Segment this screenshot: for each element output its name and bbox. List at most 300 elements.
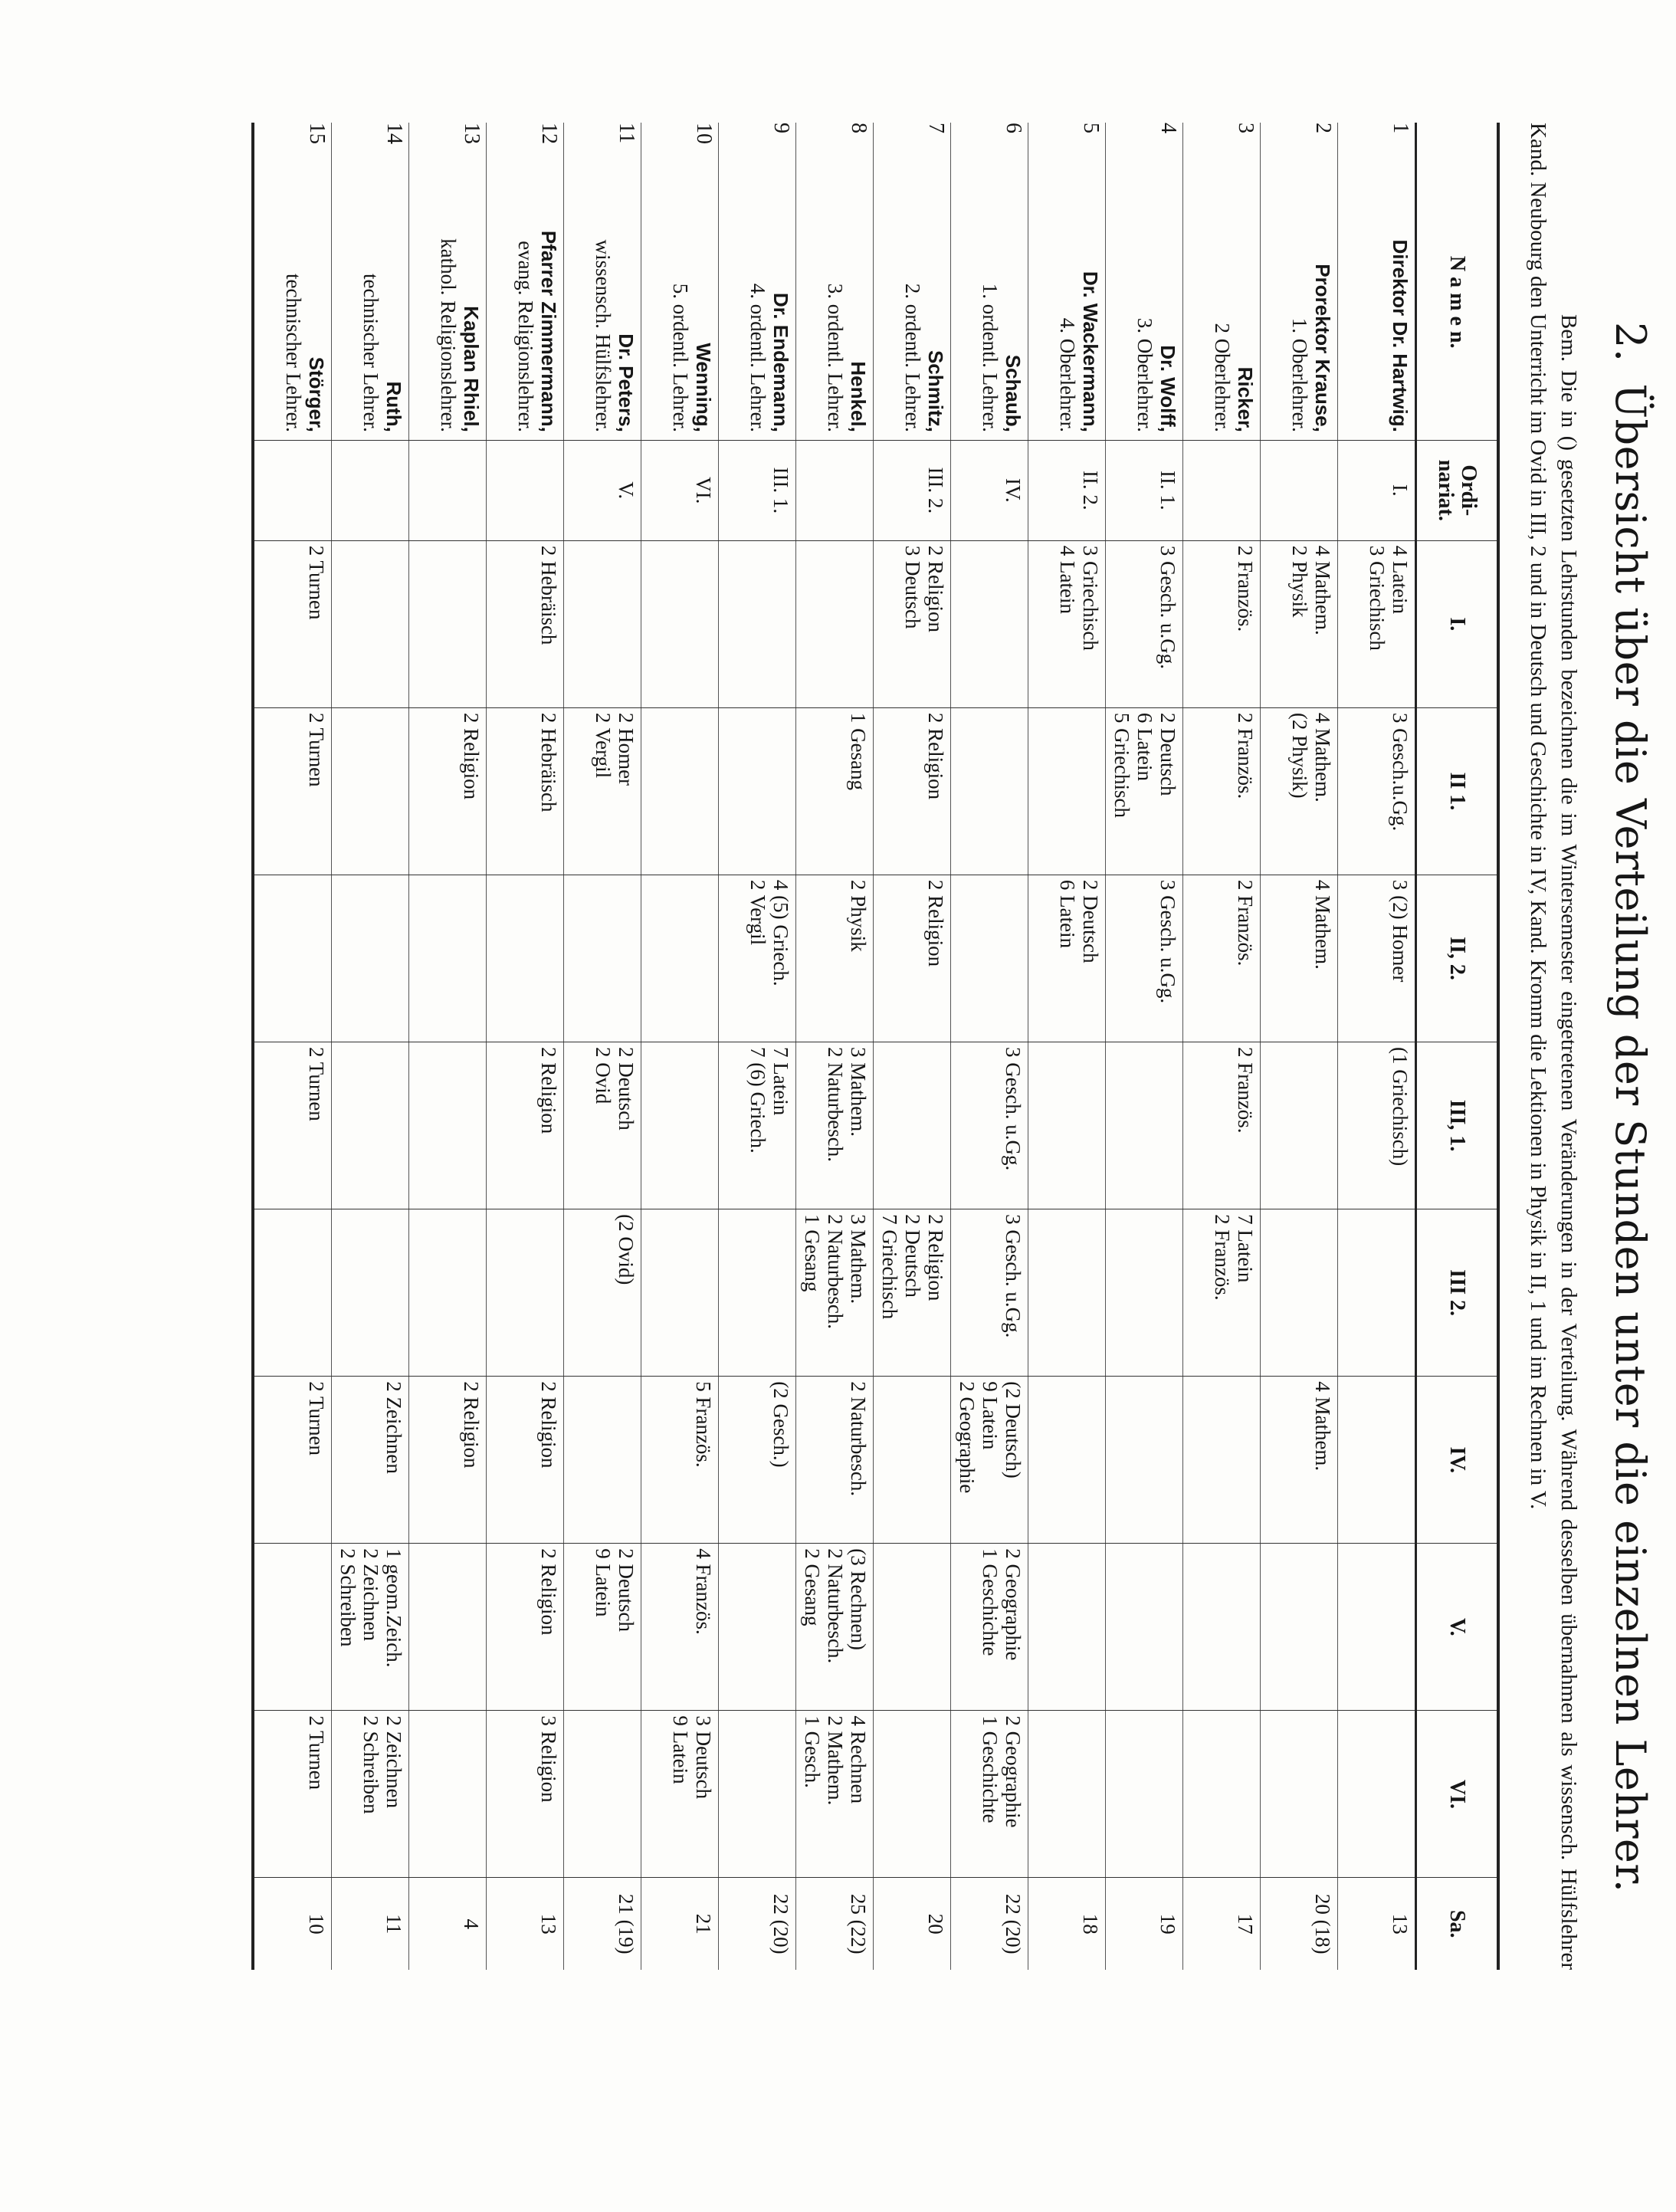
lesson-cell [641,1042,719,1209]
lesson-entry: 2 Gesang [801,1548,824,1626]
lesson-entry: 4 (5) Griech. [769,879,792,986]
lesson-cell [874,1711,951,1878]
lesson-entry: 2 Hebräisch [537,712,560,812]
lesson-cell [1028,1711,1106,1878]
teacher-name: Schmitz, [924,350,947,432]
column-header: Ordi-nariat. [1416,440,1499,540]
lesson-entry: 2 Religion [537,1047,560,1134]
remark-lead: Bem. [1556,314,1581,363]
teacher-name-cell [487,165,564,441]
table-row [564,123,641,1970]
lesson-entry: 4 Mathem. [1311,1381,1334,1472]
teacher-name: Direktor Dr. Hartwig. [1389,239,1412,432]
lesson-cell [253,1209,332,1377]
total-hours-cell: 20 [874,1878,951,1970]
lesson-entry: 3 (2) Homer [1389,879,1412,983]
lesson-entry: 4 Rechnen [847,1715,870,1804]
teacher-role: technischer Lehrer. [282,273,305,432]
lesson-cell [1183,1209,1261,1377]
lesson-cell [1338,1544,1416,1711]
lesson-entry: 2 Deutsch [901,1214,924,1298]
lesson-cell [1106,707,1183,875]
remark-text: Die in () gesetzten Lehrstunden bezeichnen die im Wintersemester eingetretenen Veränderungen in der Verteilung. Während desselben übernahmen als wissensch. Hülfslehrer Kand. Neubourg den Unterricht im Ovid in III, 2 und in Deutsch und Geschichte in IV, Kand. Kromm die Lektionen in Physik in II, 1 und im Rechnen in V. [1526,123,1581,1970]
column-header: II 1. [1416,707,1499,875]
total-hours-cell: 13 [1338,1878,1416,1970]
ordinariat-cell: III. 1. [719,440,796,540]
lesson-cell [1028,707,1106,875]
lesson-entry: 2 Turnen [305,1381,328,1456]
lesson-cell [1028,875,1106,1042]
lesson-entry: 2 Ovid [592,1047,615,1104]
lesson-entry: 1 Gesang [801,1214,824,1292]
lesson-entry: 9 Latein [592,1548,615,1617]
lesson-cell [1183,1042,1261,1209]
teacher-name: Dr. Wackermann, [1079,271,1102,432]
lesson-cell [1338,1209,1416,1377]
lesson-cell [487,540,564,707]
lesson-cell [1261,875,1338,1042]
teacher-role: kathol. Religionslehrer. [437,238,460,432]
ordinariat-cell: I. [1338,440,1416,540]
lesson-entry: 2 Schreiben [336,1548,359,1647]
lesson-entry: 2 Naturbesch. [847,1381,870,1497]
lesson-entry: 3 Gesch. u.Gg. [1002,1047,1025,1171]
table-row [253,123,332,1970]
lesson-cell [564,1544,641,1711]
row-number: 11 [615,123,638,143]
lesson-cell [332,1711,409,1878]
lesson-entry: 3 Gesch. u.Gg. [1156,545,1179,669]
lesson-cell [1183,540,1261,707]
teacher-name: Schaub, [1002,354,1025,432]
ordinariat-cell [487,440,564,540]
lesson-cell [796,875,874,1042]
lesson-entry: 2 Religion [924,879,947,967]
lesson-cell [487,1209,564,1377]
teacher-name-cell [1028,165,1106,441]
column-header: IV. [1416,1377,1499,1544]
lesson-cell [641,707,719,875]
lesson-cell [874,1042,951,1209]
lesson-cell [641,1544,719,1711]
lesson-cell [1261,1042,1338,1209]
row-number: 5 [1079,123,1103,133]
lesson-entry: (2 Physik) [1288,712,1311,799]
lesson-cell [1106,1711,1183,1878]
lesson-cell [1261,707,1338,875]
table-row [951,123,1028,1970]
lesson-entry: 2 Deutsch [1079,879,1102,963]
table-row [719,123,796,1970]
lesson-cell [332,875,409,1042]
lesson-entry: 3 Griechisch [1366,545,1389,651]
lesson-cell [951,540,1028,707]
lesson-entry: 2 Französ. [1234,879,1257,967]
row-number: 13 [460,123,484,144]
lesson-cell [641,875,719,1042]
lesson-entry: 2 Vergil [746,879,769,946]
lesson-cell [332,1209,409,1377]
table-row [409,123,487,1970]
column-header: N a m e n. [1416,165,1499,441]
lesson-cell [1106,1042,1183,1209]
lesson-cell [719,1711,796,1878]
lesson-cell [332,1377,409,1544]
lesson-entry: 3 Gesch. u.Gg. [1002,1214,1025,1338]
lesson-entry: 2 Deutsch [1156,712,1179,796]
column-header: Sa. [1416,1878,1499,1970]
lesson-entry: 7 Latein [1234,1214,1257,1283]
lesson-cell [253,875,332,1042]
ordinariat-cell [1183,440,1261,540]
lesson-entry: (1 Griechisch) [1389,1047,1412,1167]
total-hours-cell: 11 [332,1878,409,1970]
lesson-entry: 3 Griechisch [1079,545,1102,651]
teacher-name: Ruth, [382,381,405,432]
column-header: II, 2. [1416,875,1499,1042]
lesson-entry: 2 Religion [924,712,947,800]
lesson-cell [564,1209,641,1377]
teacher-name: Störger, [305,356,328,432]
lesson-cell [1028,1377,1106,1544]
teacher-role: 3. ordentl. Lehrer. [824,283,847,432]
teacher-name: Henkel, [847,361,870,432]
lesson-cell [253,540,332,707]
lesson-entry: 5 Französ. [692,1381,715,1468]
lesson-cell [564,1042,641,1209]
teacher-role: 1. Oberlehrer. [1288,317,1311,432]
lesson-cell [1338,707,1416,875]
lesson-cell [409,875,487,1042]
total-hours-cell: 20 (18) [1261,1878,1338,1970]
teacher-name-cell [564,165,641,441]
lesson-entry: 7 Griechisch [878,1214,901,1320]
ordinariat-cell: VI. [641,440,719,540]
lesson-cell [409,1544,487,1711]
lesson-entry: 2 Turnen [305,712,328,787]
lesson-entry: 2 Französ. [1211,1214,1234,1301]
column-header: III, 1. [1416,1042,1499,1209]
lesson-cell [564,540,641,707]
lesson-cell [641,1209,719,1377]
teacher-role: evang. Religionslehrer. [514,241,537,432]
lesson-entry: 4 Mathem. [1311,879,1334,970]
ordinariat-cell [332,440,409,540]
lesson-cell [1338,1711,1416,1878]
teacher-role: 4. Oberlehrer. [1056,317,1079,432]
table-body [253,123,1416,1970]
lesson-entry: 2 Geographie [956,1381,979,1494]
table-row [1106,123,1183,1970]
lesson-entry: 3 Gesch. u.Gg. [1156,879,1179,1004]
total-hours-cell: 10 [253,1878,332,1970]
lesson-entry: 3 Deutsch [692,1715,715,1800]
lesson-cell [719,1042,796,1209]
lesson-cell [796,1209,874,1377]
lesson-cell [1338,540,1416,707]
lesson-cell [641,1711,719,1878]
header-row [1416,123,1499,1970]
lesson-cell [253,1544,332,1711]
teacher-name: Dr. Endemann, [769,292,792,432]
lesson-cell [719,1209,796,1377]
ordinariat-cell [253,440,332,540]
lesson-cell [332,707,409,875]
row-number: 6 [1002,123,1025,133]
lesson-cell [719,1377,796,1544]
teacher-name-cell [253,165,332,441]
lesson-entry: 9 Latein [669,1715,692,1784]
lesson-cell [409,707,487,875]
lesson-entry: (3 Rechnen) [847,1548,870,1650]
lesson-cell [1028,1042,1106,1209]
teacher-role: technischer Lehrer. [359,273,382,432]
lesson-entry: (2 Deutsch) [1002,1381,1025,1478]
teacher-role: 5. ordentl. Lehrer. [669,283,692,432]
lesson-entry: 1 Geschichte [979,1715,1002,1823]
lesson-cell [1106,1209,1183,1377]
table-row [332,123,409,1970]
teacher-role: 3. Oberlehrer. [1133,317,1156,432]
teacher-name-cell [1338,165,1416,441]
teacher-name-cell [796,165,874,441]
teacher-name-cell [641,165,719,441]
teacher-name-cell [1106,165,1183,441]
total-hours-cell: 25 (22) [796,1878,874,1970]
lesson-entry: 2 Zeichnen [382,1715,405,1809]
teacher-name: Kaplan Rhiel, [460,306,483,432]
lesson-cell [796,1544,874,1711]
lesson-cell [1106,875,1183,1042]
row-number: 8 [847,123,871,133]
lesson-cell [409,540,487,707]
lesson-cell [951,1711,1028,1878]
teacher-role: 2 Oberlehrer. [1211,323,1234,432]
lesson-entry: 9 Latein [979,1381,1002,1450]
lesson-cell [1028,1209,1106,1377]
column-header: III 2. [1416,1209,1499,1377]
total-hours-cell: 18 [1028,1878,1106,1970]
teacher-hours-table [251,123,1500,1970]
lesson-cell [641,1377,719,1544]
table-row [641,123,719,1970]
lesson-cell [874,540,951,707]
remark-paragraph [1523,123,1584,1970]
ordinariat-cell: II. 1. [1106,440,1183,540]
table-row [1028,123,1106,1970]
lesson-cell [409,1377,487,1544]
lesson-entry: 2 Geographie [1002,1548,1025,1661]
lesson-cell [951,707,1028,875]
lesson-entry: 2 Turnen [305,545,328,620]
lesson-cell [1338,875,1416,1042]
lesson-cell [487,875,564,1042]
total-hours-cell: 21 (19) [564,1878,641,1970]
title-number: 2. [1606,322,1655,363]
lesson-cell [719,1544,796,1711]
lesson-entry: 2 Naturbesch. [824,1548,847,1664]
row-number: 4 [1156,123,1180,133]
lesson-entry: 6 Latein [1056,879,1079,949]
total-hours-cell: 4 [409,1878,487,1970]
teacher-name-cell [1183,165,1261,441]
lesson-cell [1261,1209,1338,1377]
lesson-cell [1338,1042,1416,1209]
table-row [1338,123,1416,1970]
lesson-entry: 4 Mathem. [1311,545,1334,635]
lesson-cell [409,1209,487,1377]
column-header [1416,123,1499,165]
lesson-cell [1106,1377,1183,1544]
lesson-entry: 6 Latein [1133,712,1156,782]
lesson-cell [564,875,641,1042]
table-row [1261,123,1338,1970]
lesson-cell [332,540,409,707]
lesson-cell [253,1042,332,1209]
lesson-cell [253,1711,332,1878]
row-number: 7 [924,123,948,133]
lesson-cell [874,875,951,1042]
lesson-entry: 2 Religion [924,1214,947,1301]
lesson-cell [253,707,332,875]
page-title [1606,322,1655,2085]
lesson-cell [409,1711,487,1878]
teacher-name-cell [409,165,487,441]
row-number: 10 [692,123,716,144]
lesson-entry: 2 Religion [460,1381,483,1469]
teacher-name: Pfarrer Zimmermann, [537,230,560,432]
lesson-entry: 7 (6) Griech. [746,1047,769,1154]
lesson-entry: 3 Gesch.u.Gg. [1389,712,1412,832]
lesson-entry: 2 Vergil [592,712,615,779]
lesson-cell [719,540,796,707]
ordinariat-cell: V. [564,440,641,540]
total-hours-cell: 22 (20) [951,1878,1028,1970]
lesson-entry: 4 Mathem. [1311,712,1334,802]
total-hours-cell: 13 [487,1878,564,1970]
lesson-entry: 2 Zeichnen [359,1548,382,1641]
teacher-name: Dr. Peters, [615,333,638,432]
total-hours-cell: 21 [641,1878,719,1970]
lesson-cell [951,875,1028,1042]
lesson-entry: 2 Homer [615,712,638,786]
lesson-cell [1183,707,1261,875]
column-header: V. [1416,1544,1499,1711]
row-number: 1 [1389,123,1412,133]
lesson-entry: 2 Französ. [1234,1047,1257,1134]
lesson-entry: 2 Hebräisch [537,545,560,645]
total-hours-cell: 17 [1183,1878,1261,1970]
column-header: VI. [1416,1711,1499,1878]
lesson-entry: 2 Mathem. [824,1715,847,1806]
lesson-entry: 3 Mathem. [847,1047,870,1137]
lesson-entry: 2 Zeichnen [382,1381,405,1474]
lesson-entry: 4 Latein [1056,545,1079,614]
lesson-cell [719,875,796,1042]
ordinariat-cell: II. 2. [1028,440,1106,540]
title-text: Übersicht über die Verteilung der Stunden unter die einzelnen Lehrer. [1606,383,1655,1893]
teacher-name-cell [951,165,1028,441]
total-hours-cell: 19 [1106,1878,1183,1970]
lesson-entry: 2 Naturbesch. [824,1047,847,1162]
lesson-cell [564,1711,641,1878]
teacher-name-cell [332,165,409,441]
lesson-cell [1261,1544,1338,1711]
lesson-entry: 1 Gesang [847,712,870,791]
lesson-cell [951,1042,1028,1209]
lesson-cell [796,1711,874,1878]
lesson-cell [487,1042,564,1209]
ordinariat-cell [409,440,487,540]
teacher-name: Ricker, [1234,366,1257,432]
total-hours-cell: 22 (20) [719,1878,796,1970]
lesson-entry: 2 Turnen [305,1047,328,1121]
lesson-cell [253,1377,332,1544]
lesson-entry: 2 Physik [847,879,870,952]
lesson-entry: 2 Naturbesch. [824,1214,847,1330]
lesson-cell [641,540,719,707]
lesson-cell [1106,540,1183,707]
lesson-entry: 5 Griechisch [1110,712,1133,819]
lesson-entry: 3 Religion [537,1715,560,1803]
lesson-entry: (2 Ovid) [615,1214,638,1285]
lesson-cell [332,1544,409,1711]
teacher-name-cell [874,165,951,441]
lesson-cell [796,1377,874,1544]
lesson-entry: 7 Latein [769,1047,792,1116]
lesson-entry: 2 Physik [1288,545,1311,618]
lesson-cell [1183,1377,1261,1544]
lesson-cell [487,1377,564,1544]
lesson-cell [564,1377,641,1544]
lesson-cell [487,707,564,875]
lesson-cell [487,1544,564,1711]
lesson-entry: 2 Religion [537,1381,560,1469]
lesson-entry: 2 Religion [924,545,947,632]
row-number: 9 [769,123,793,133]
table-row [796,123,874,1970]
teacher-role: 2. ordentl. Lehrer. [901,283,924,432]
lesson-cell [1261,540,1338,707]
lesson-entry: 4 Latein [1389,545,1412,614]
lesson-cell [951,1209,1028,1377]
lesson-entry: 2 Religion [460,712,483,800]
row-number: 15 [305,123,329,144]
ordinariat-cell [1261,440,1338,540]
lesson-cell [796,540,874,707]
lesson-cell [796,1042,874,1209]
lesson-cell [951,1377,1028,1544]
teacher-name-cell [1261,165,1338,441]
row-number: 14 [382,123,406,144]
lesson-cell [332,1042,409,1209]
lesson-cell [1028,540,1106,707]
lesson-cell [951,1544,1028,1711]
teacher-name: Dr. Wolff, [1156,345,1179,432]
column-header: I. [1416,540,1499,707]
teacher-name-cell [719,165,796,441]
teacher-role: 1. ordentl. Lehrer. [979,283,1002,432]
lesson-cell [874,707,951,875]
ordinariat-cell [796,440,874,540]
lesson-entry: 2 Religion [537,1548,560,1636]
lesson-entry: 3 Mathem. [847,1214,870,1305]
teacher-role: wissensch. Hülfslehrer. [592,239,615,432]
lesson-cell [874,1544,951,1711]
table-row [1183,123,1261,1970]
lesson-entry: 1 geom.Zeich. [382,1548,405,1668]
lesson-entry: (2 Gesch.) [769,1381,792,1468]
